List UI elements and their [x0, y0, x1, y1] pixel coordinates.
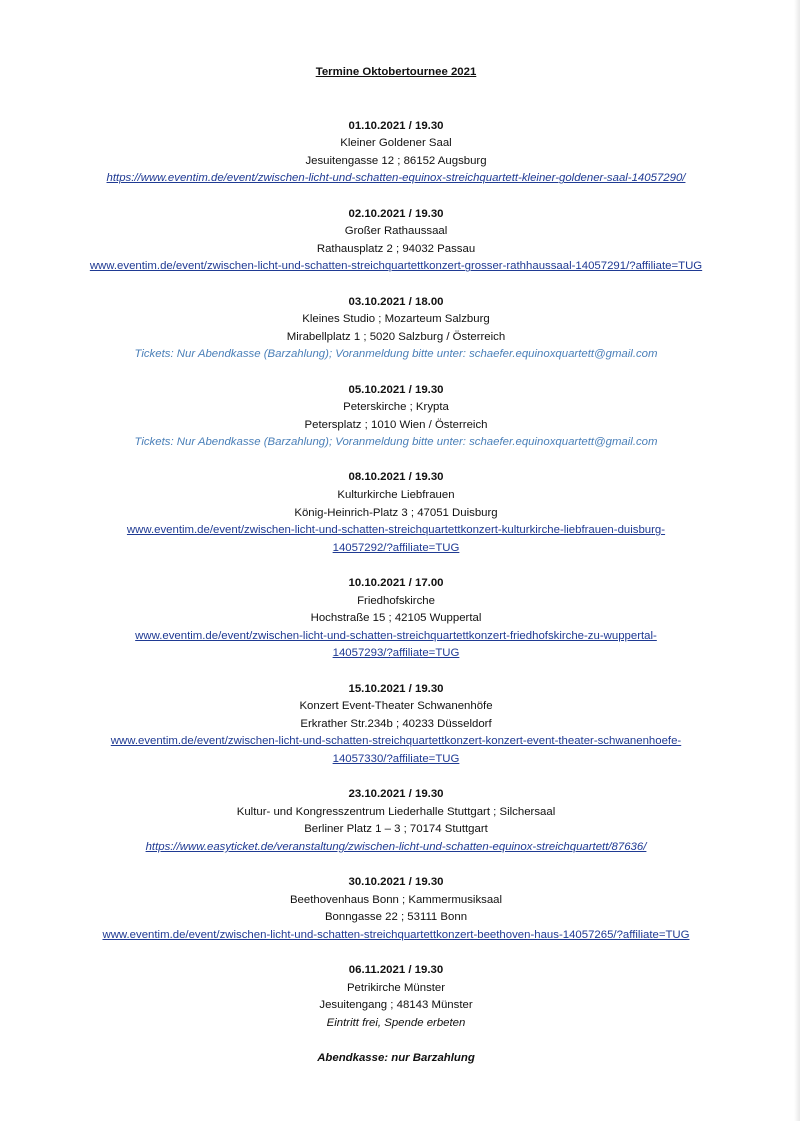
- event-address: Mirabellplatz 1 ; 5020 Salzburg / Österreich: [286, 330, 506, 343]
- event-address: Berliner Platz 1 – 3 ; 70174 Stuttgart: [304, 823, 488, 836]
- event-entry: [20, 118, 772, 188]
- ticket-link[interactable]: www.eventim.de/event/zwischen-licht-und-schatten-streichquartettkonzert-kulturkirche-liebfrauen-duisburg-: [126, 524, 666, 537]
- page-edge: [794, 0, 800, 1121]
- event-entry: [20, 294, 772, 364]
- event-venue: Beethovenhaus Bonn ; Kammermusiksaal: [289, 893, 503, 906]
- ticket-link[interactable]: www.eventim.de/event/zwischen-licht-und-schatten-streichquartettkonzert-konzert-event-theater-schwanenhoefe-: [110, 735, 682, 748]
- event-address: Petersplatz ; 1010 Wien / Österreich: [304, 418, 488, 431]
- ticket-link-continued[interactable]: 14057330/?affiliate=TUG: [332, 752, 460, 765]
- event-address: Rathausplatz 2 ; 94032 Passau: [316, 242, 476, 255]
- document-title: Termine Oktobertournee 2021: [315, 66, 477, 78]
- ticket-link[interactable]: https://www.easyticket.de/veranstaltung/zwischen-licht-und-schatten-equinox-streichquartett/87636/: [145, 840, 647, 853]
- event-venue: Kleines Studio ; Mozarteum Salzburg: [302, 313, 490, 326]
- event-date: 03.10.2021 / 18.00: [348, 295, 444, 308]
- event-address: König-Heinrich-Platz 3 ; 47051 Duisburg: [294, 506, 498, 519]
- ticket-note: Tickets: Nur Abendkasse (Barzahlung); Voranmeldung bitte unter: schaefer.equinoxquartett@gmail.com: [134, 436, 658, 449]
- event-date: 01.10.2021 / 19.30: [348, 119, 444, 132]
- event-venue: Friedhofskirche: [357, 594, 435, 607]
- event-address: Jesuitengasse 12 ; 86152 Augsburg: [305, 154, 487, 167]
- ticket-link[interactable]: www.eventim.de/event/zwischen-licht-und-schatten-streichquartettkonzert-beethoven-haus-14057265/?affiliate=TUG: [102, 928, 690, 941]
- event-entry: [20, 575, 772, 663]
- event-date: 23.10.2021 / 19.30: [348, 788, 444, 801]
- footer-note: Abendkasse: nur Barzahlung: [317, 1052, 475, 1065]
- event-entry: [20, 469, 772, 557]
- event-date: 30.10.2021 / 19.30: [348, 876, 444, 889]
- event-venue: Petrikirche Münster: [346, 981, 446, 994]
- ticket-link[interactable]: https://www.eventim.de/event/zwischen-licht-und-schatten-equinox-streichquartett-kleiner-goldener-saal-14057290/: [106, 172, 686, 185]
- event-address: Jesuitengang ; 48143 Münster: [319, 999, 473, 1012]
- event-entry: [20, 382, 772, 452]
- event-venue: Kleiner Goldener Saal: [340, 137, 452, 150]
- event-address: Erkrather Str.234b ; 40233 Düsseldorf: [300, 717, 492, 730]
- ticket-link-continued[interactable]: 14057293/?affiliate=TUG: [332, 647, 460, 660]
- ticket-link[interactable]: www.eventim.de/event/zwischen-licht-und-schatten-streichquartettkonzert-friedhofskirche-zu-wuppertal-: [135, 629, 657, 642]
- event-address: Hochstraße 15 ; 42105 Wuppertal: [310, 612, 482, 625]
- ticket-link-continued[interactable]: 14057292/?affiliate=TUG: [332, 541, 460, 554]
- event-date: 06.11.2021 / 19.30: [348, 964, 444, 977]
- event-date: 05.10.2021 / 19.30: [348, 383, 444, 396]
- event-venue: Großer Rathaussaal: [344, 225, 448, 238]
- event-entry: [20, 962, 772, 1032]
- event-address: Bonngasse 22 ; 53111 Bonn: [324, 911, 468, 924]
- event-remark: Eintritt frei, Spende erbeten: [326, 1016, 466, 1029]
- event-venue: Konzert Event-Theater Schwanenhöfe: [299, 700, 493, 713]
- event-entry: [20, 206, 772, 276]
- event-entry: [20, 681, 772, 769]
- event-date: 02.10.2021 / 19.30: [348, 207, 444, 220]
- ticket-note: Tickets: Nur Abendkasse (Barzahlung); Voranmeldung bitte unter: schaefer.equinoxquartett@gmail.com: [134, 348, 658, 361]
- event-venue: Kulturkirche Liebfrauen: [337, 489, 455, 502]
- event-entry: [20, 786, 772, 856]
- event-date: 10.10.2021 / 17.00: [348, 577, 444, 590]
- event-date: 15.10.2021 / 19.30: [348, 682, 444, 695]
- event-venue: Peterskirche ; Krypta: [343, 401, 449, 414]
- event-entry: [20, 874, 772, 944]
- document-page: [20, 64, 772, 1068]
- event-date: 08.10.2021 / 19.30: [348, 471, 444, 484]
- ticket-link[interactable]: www.eventim.de/event/zwischen-licht-und-schatten-streichquartettkonzert-grosser-rathhaussaal-14057291/?affiliate=TUG: [89, 260, 703, 273]
- event-venue: Kultur- und Kongresszentrum Liederhalle Stuttgart ; Silchersaal: [236, 805, 556, 818]
